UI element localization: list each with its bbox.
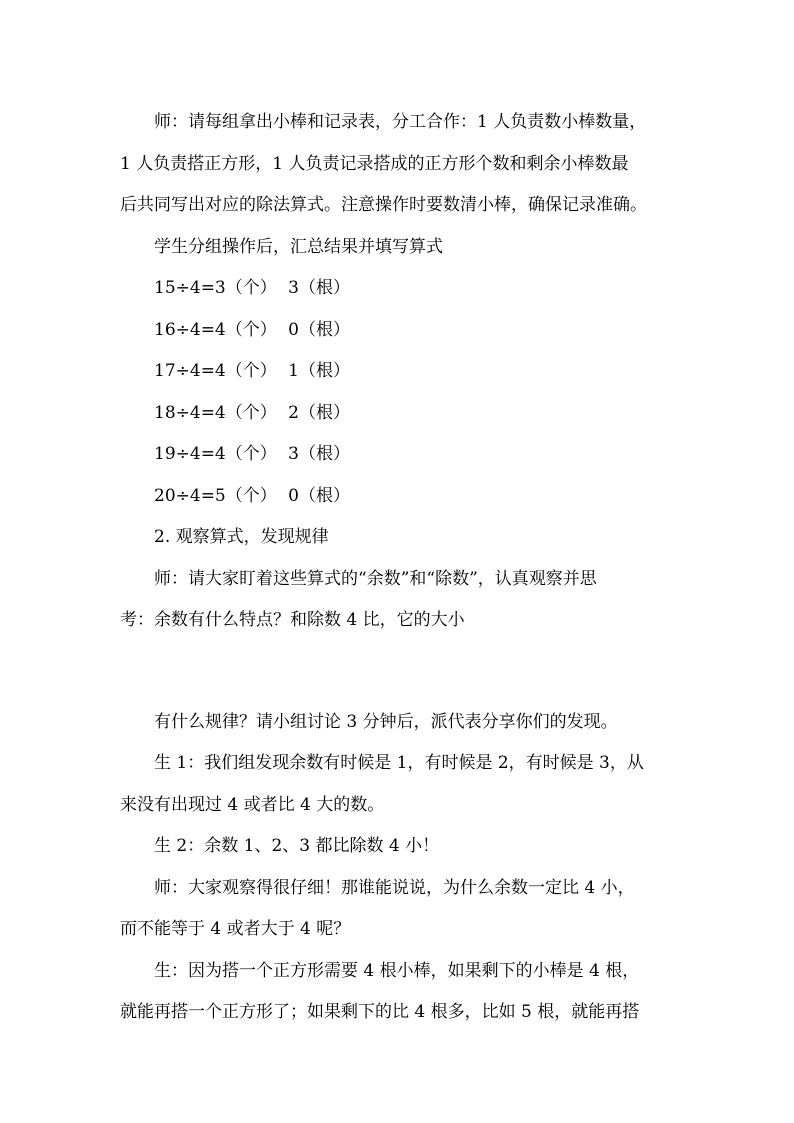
document-body [120,102,680,1034]
page-gap [120,642,680,702]
paragraph-line: 师：请每组拿出小棒和记录表，分工合作：1 人负责数小棒数量， [154,112,647,132]
paragraph-line: 就能再搭一个正方形了；如果剩下的比 4 根多，比如 5 根，就能再搭 [120,1002,640,1022]
equation-line: 17÷4=4（个） 1（根） [154,361,350,381]
paragraph-line: 生 2：余数 1、2、3 都比除数 4 小！ [154,836,440,856]
paragraph-line: 来没有出现过 4 或者比 4 大的数。 [120,794,385,815]
paragraph-line: 师：请大家盯着这些算式的“余数”和“除数”，认真观察并思 [154,568,597,589]
equation-line: 16÷4=4（个） 0（根） [154,319,350,340]
paragraph-line: 有什么规律？请小组讨论 3 分钟后，派代表分享你们的发现。 [154,711,618,732]
paragraph-line: 生 1：我们组发现余数有时候是 1，有时候是 2，有时候是 3，从 [154,753,644,773]
paragraph-line: 1 人负责搭正方形，1 人负责记录搭成的正方形个数和剩余小棒数最 [120,153,629,174]
paragraph-line: 师：大家观察得很仔细！那谁能说说，为什么余数一定比 4 小， [154,877,635,898]
equation-line: 15÷4=3（个） 3（根） [154,278,350,298]
paragraph-line: 学生分组操作后，汇总结果并填写算式 [154,236,443,257]
paragraph-line: 生：因为搭一个正方形需要 4 根小棒，如果剩下的小棒是 4 根， [154,960,640,981]
equation-line: 20÷4=5（个） 0（根） [154,485,350,506]
paragraph-line: 考：余数有什么特点？和除数 4 比，它的大小 [120,610,465,630]
paragraph-line: 而不能等于 4 或者大于 4 呢？ [120,919,351,939]
section-heading: 2. 观察算式，发现规律 [154,527,329,547]
equation-line: 18÷4=4（个） 2（根） [154,402,350,423]
equation-line: 19÷4=4（个） 3（根） [154,444,350,464]
paragraph-line: 后共同写出对应的除法算式。注意操作时要数清小棒，确保记录准确。 [120,195,647,215]
